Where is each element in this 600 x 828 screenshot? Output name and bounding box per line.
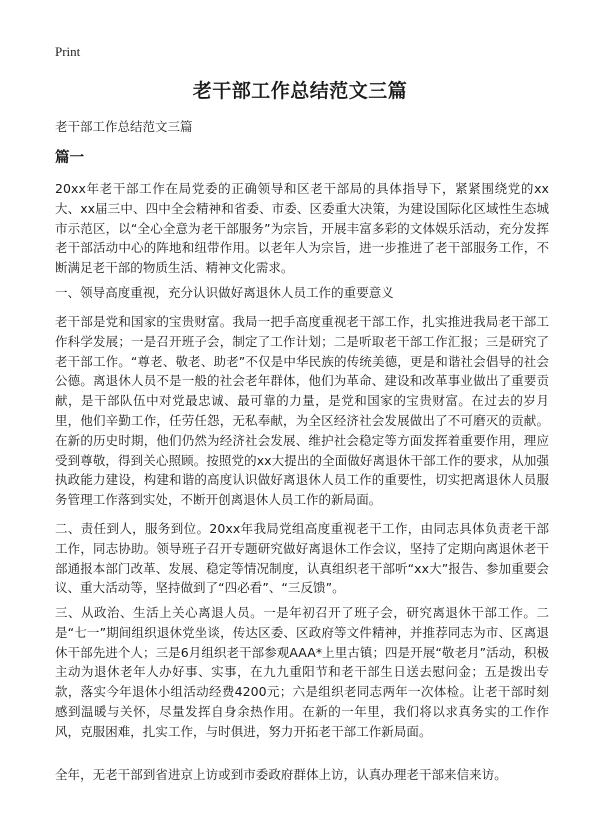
paragraph-heading-one: 一、领导高度重视，充分认识做好离退休人员工作的重要意义 (55, 285, 394, 300)
print-link[interactable]: Print (55, 44, 81, 59)
paragraph-year-summary: 全年，无老干部到省进京上访或到市委政府群体上访，认真办理老干部来信来访。 (55, 767, 507, 782)
page-title: 老干部工作总结范文三篇 (192, 80, 408, 102)
paragraph-responsibility: 二、责任到人，服务到位。20xx年我局党组高度重视老干工作，由同志具体负责老干部工作，同志协助。领导班子召开专题研究做好离退休工作会议，坚持了定期向离退休老干部通报本部门改革、发展、稳定等情况制度，认真组织老干部听“xx大”报告、参加重要会议、重大活动等，坚持做到了“四必看”、“三反馈”。 (55, 521, 549, 596)
paragraph-political-care: 三、从政治、生活上关心离退人员。一是年初召开了班子会，研究离退休干部工作。二是“七一”期间组织退休党坐谈，传达区委、区政府等文件精神，并推荐同志为市、区离退休干部先进个人；三是6月组织老干部参观AAA*上里古镇；四是开展“敬老月”活动，积极主动为退休老年人办好事、实事，在九九重阳节和老干部生日送去慰问金；五是拨出专款，落实今年退休小组活动经费4200元；六是组织老同志两年一次体检。让老干部时刻感到温暖与关怀，尽量发挥自身余热作用。在新的一年里，我们将以求真务实的工作作风，克服困难，扎实工作，与时俱进，努力开拓老干部工作新局面。 (55, 605, 549, 739)
section-heading: 篇一 (55, 150, 84, 166)
document-subtitle: 老干部工作总结范文三篇 (55, 119, 193, 134)
paragraph-cadres-wealth: 老干部是党和国家的宝贵财富。我局一把手高度重视老干部工作，扎实推进我局老干部工作科学发展；一是召开班子会，制定了工作计划；二是听取老干部工作汇报；三是研究了老干部工作。“尊老、敬老、助老”不仅是中华民族的传统美德，更是和谐社会倡导的社会公德。离退休人员不是一般的社会老年群体，他们为革命、建设和改革事业做出了重要贡献，是干部队伍中对党最忠诚、最可靠的力量，是党和国家的宝贵财富。在过去的岁月里，他们辛勤工作，任劳任怨，无私奉献，为全区经济社会发展做出了不可磨灭的贡献。在新的历史时期，他们仍然为经济社会发展、维护社会稳定等方面发挥着重要作用，理应受到尊敬，得到关心照顾。按照党的xx大提出的全面做好离退休干部工作的要求，从加强执政能力建设，构建和谐的高度认识做好离退休人员工作的重要性，切实把离退休人员服务管理工作落到实处，不断开创离退休人员工作的新局面。 (55, 314, 549, 508)
paragraph-intro: 20xx年老干部工作在局党委的正确领导和区老干部局的具体指导下，紧紧围绕党的xx大、xx届三中、四中全会精神和省委、市委、区委重大决策，为建设国际化区域性生态城市示范区，以“全心全意为老干部服务”为宗旨，开展丰富多彩的文体娱乐活动，充分发挥老干部活动中心的阵地和纽带作用。以老年人为宗旨，进一步推进了老干部服务工作，不断满足老干部的物质生活、精神文化需求。 (55, 181, 549, 276)
